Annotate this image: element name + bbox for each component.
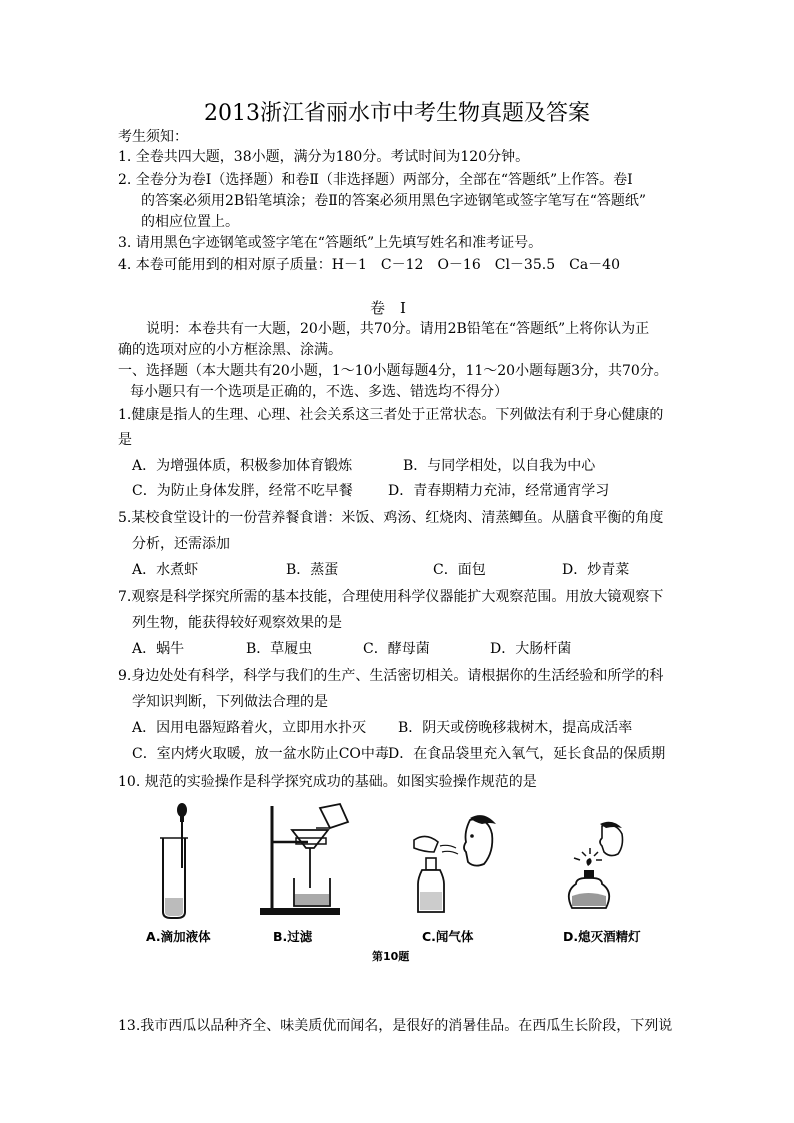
q1-option-a: A．为增强体质，积极参加体育锻炼 [132, 458, 353, 474]
notice-item-3: 3. 请用黑色字迹钢笔或签字笔在“答题纸”上先填写姓名和准考证号。 [118, 235, 543, 251]
q7-option-d: D．大肠杆菌 [490, 641, 572, 657]
alcohol-lamp-figure [562, 820, 632, 915]
page-title: 2013浙江省丽水市中考生物真题及答案 [204, 101, 590, 126]
q10-caption-b: B.过滤 [273, 929, 313, 944]
q10-caption-c: C.闻气体 [422, 929, 474, 944]
notice-item-4: 4. 本卷可能用到的相对原子质量：H－1 C－12 O－16 Cl－35.5 Ca－40 [118, 257, 620, 273]
q9-option-a: A．因用电器短路着火，立即用水扑灭 [132, 720, 367, 736]
instructions-line-1: 说明：本卷共有一大题，20小题，共70分。请用2B铅笔在“答题纸”上将你认为正 [146, 321, 650, 337]
q7-stem-1: 7.观察是科学探究所需的基本技能，合理使用科学仪器能扩大观察范围。用放大镜观察下 [118, 589, 664, 605]
notice-heading: 考生须知： [118, 129, 188, 145]
q10-caption-a: A.滴加液体 [146, 929, 211, 944]
q5-option-b: B．蒸蛋 [286, 562, 339, 578]
q9-stem-2: 学知识判断，下列做法合理的是 [132, 694, 328, 710]
q13-stem: 13.我市西瓜以品种齐全、味美质优而闻名，是很好的消暑佳品。在西瓜生长阶段，下列说 [118, 1018, 673, 1034]
q1-option-b: B．与同学相处，以自我为中心 [403, 458, 596, 474]
q7-option-b: B．草履虫 [246, 641, 313, 657]
q9-option-b: B．阴天或傍晚移栽树木，提高成活率 [398, 720, 633, 736]
q7-stem-2: 列生物，能获得较好观察效果的是 [132, 615, 342, 631]
instructions-line-2: 确的选项对应的小方框涂黑、涂满。 [118, 342, 342, 358]
q5-stem-2: 分析，还需添加 [132, 536, 230, 552]
q9-stem-1: 9.身边处处有科学，科学与我们的生产、生活密切相关。请根据你的生活经验和所学的科 [118, 668, 664, 684]
q5-option-d: D．炒青菜 [562, 562, 630, 578]
q5-stem-1: 5.某校食堂设计的一份营养餐食谱：米饭、鸡汤、红烧肉、清蒸鲫鱼。从膳食平衡的角度 [118, 510, 664, 526]
volume-title: 卷 Ⅰ [370, 299, 406, 317]
q9-option-c: C．室内烤火取暖，放一盆水防止CO中毒 [132, 746, 389, 762]
q10-figure-label: 第10题 [372, 950, 410, 963]
section-heading-2: 每小题只有一个选项是正确的，不选、多选、错选均不得分） [130, 384, 508, 400]
q1-stem-2: 是 [118, 432, 132, 448]
q7-option-a: A．蜗牛 [132, 641, 185, 657]
notice-item-2: 2. 全卷分为卷Ⅰ（选择题）和卷Ⅱ（非选择题）两部分，全部在“答题纸”上作答。卷Ⅰ [118, 172, 633, 188]
q9-option-d: D．在食品袋里充入氧气，延长食品的保质期 [388, 746, 666, 762]
section-heading-1: 一、选择题（本大题共有20小题，1～10小题每题4分，11～20小题每题3分，共70分。 [118, 363, 668, 379]
q1-stem-1: 1.健康是指人的生理、心理、社会关系这三者处于正常状态。下列做法有利于身心健康的 [118, 407, 664, 423]
q5-option-a: A．水煮虾 [132, 562, 199, 578]
filtration-figure [258, 802, 353, 917]
notice-item-2-cont: 的答案必须用2B铅笔填涂；卷Ⅱ的答案必须用黑色字迹钢笔或签字笔写在“答题纸” [141, 193, 647, 209]
q10-stem: 10. 规范的实验操作是科学探究成功的基础。如图实验操作规范的是 [118, 774, 537, 790]
q5-option-c: C．面包 [433, 562, 486, 578]
q7-option-c: C．酵母菌 [363, 641, 430, 657]
notice-item-2-cont2: 的相应位置上。 [141, 214, 239, 230]
notice-item-1: 1. 全卷共四大题，38小题，满分为180分。考试时间为120分钟。 [118, 149, 530, 165]
smelling-gas-figure [412, 812, 502, 917]
q1-option-d: D．青春期精力充沛，经常通宵学习 [388, 483, 610, 499]
dropper-test-tube-figure [155, 800, 205, 920]
q10-caption-d: D.熄灭酒精灯 [563, 929, 641, 944]
q1-option-c: C．为防止身体发胖，经常不吃早餐 [132, 483, 353, 499]
